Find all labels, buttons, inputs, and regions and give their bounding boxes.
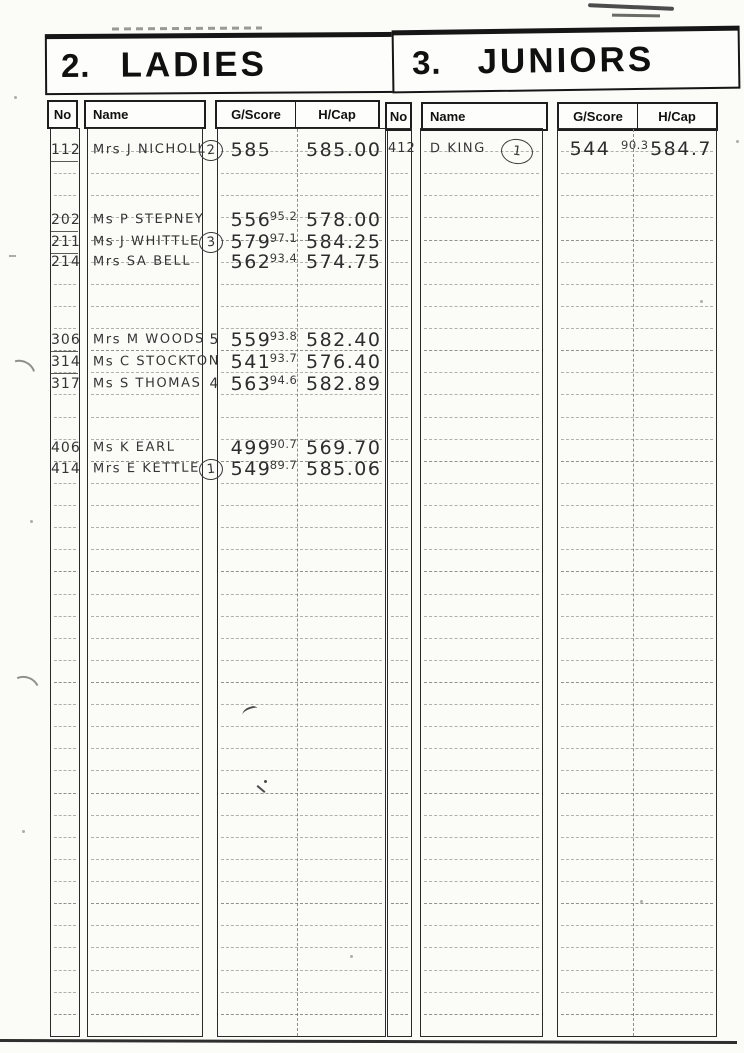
score-row: [0, 458, 744, 480]
row-gscore: 579: [230, 231, 272, 253]
section-title-ladies: [45, 32, 399, 95]
header-hcap: H/Cap: [637, 104, 716, 129]
scan-smudge: [612, 14, 660, 17]
row-hcap: 584.7: [650, 138, 712, 160]
row-rank-circled: 3: [198, 231, 224, 254]
score-row: [0, 437, 744, 459]
row-name: Ms C STOCKTON: [92, 353, 221, 370]
section-title-text: JUNIORS: [477, 39, 655, 82]
row-no: 214: [51, 254, 81, 270]
row-average: 90.7: [269, 437, 298, 451]
row-average: 93.7: [269, 351, 298, 365]
scan-smudge: [588, 3, 674, 11]
row-gscore: 585: [230, 139, 272, 161]
scan-speck: [30, 520, 33, 523]
score-row: [0, 209, 744, 231]
score-row: [0, 351, 744, 373]
row-gscore: 562: [230, 251, 272, 273]
header-no-ladies: [47, 100, 78, 129]
row-gscore: 499: [230, 437, 272, 459]
header-label: No: [389, 109, 408, 124]
header-name-juniors: [421, 102, 548, 131]
header-gscore: G/Score: [231, 107, 281, 122]
row-no: 211: [51, 231, 78, 254]
row-average: 93.4: [269, 251, 298, 265]
row-hcap: 584.25: [306, 231, 382, 253]
header-score-ladies: [215, 100, 380, 129]
row-hcap: 582.89: [306, 373, 382, 395]
row-gscore: 544: [569, 138, 611, 160]
header-no-juniors: [385, 102, 412, 131]
scan-speck: [22, 830, 25, 833]
row-name: Mrs E KETTLE: [92, 460, 200, 477]
row-name: Ms K EARL: [92, 439, 176, 456]
row-average: 90.3: [621, 138, 649, 152]
row-no: 317: [51, 376, 81, 392]
row-rank: 4: [209, 376, 219, 392]
row-no: 414: [51, 461, 81, 477]
row-name: Ms J WHITTLE: [92, 233, 200, 250]
header-hcap: H/Cap: [295, 102, 378, 127]
row-rank-circled: 1: [198, 458, 224, 481]
row-hcap: 582.40: [306, 329, 382, 351]
row-average: 93.8: [269, 329, 298, 343]
row-gscore: 549: [230, 458, 272, 480]
row-name: D KING: [429, 140, 486, 157]
row-hcap: 585.06: [306, 458, 382, 480]
row-rank-circled: 2: [198, 139, 224, 162]
row-no: 112: [51, 139, 78, 162]
header-name-ladies: [84, 100, 206, 129]
scan-speck: [14, 96, 17, 99]
row-name: Mrs SA BELL: [92, 253, 192, 270]
header-label: Name: [93, 107, 129, 122]
row-hcap: 574.75: [306, 251, 382, 273]
row-name: Mrs M WOODS: [92, 331, 206, 348]
scan-smudge: [112, 26, 262, 30]
row-no: 306: [51, 329, 78, 352]
header-score-juniors: [557, 102, 718, 131]
row-gscore: 556: [230, 209, 272, 231]
section-title-juniors: [392, 26, 741, 94]
section-number: 2.: [60, 46, 91, 84]
row-name: Ms S THOMAS: [92, 375, 202, 392]
header-label: Name: [430, 109, 466, 124]
page-bottom-rule: [0, 1039, 737, 1043]
score-row: [0, 373, 744, 395]
score-row: [0, 231, 744, 253]
header-label: No: [53, 107, 72, 122]
row-average: 89.7: [269, 458, 298, 472]
row-hcap: 576.40: [306, 351, 382, 373]
row-gscore: 541: [230, 351, 272, 373]
row-gscore: 563: [230, 373, 272, 395]
section-number: 3.: [411, 43, 442, 82]
row-rank-circled: 1: [499, 137, 534, 166]
section-title-text: LADIES: [120, 44, 268, 85]
score-row: [0, 329, 744, 351]
row-no: 314: [51, 351, 78, 374]
row-no: 412: [388, 141, 416, 156]
hole-punch-mark: [4, 671, 44, 710]
header-gscore: G/Score: [573, 109, 623, 124]
row-gscore: 559: [230, 329, 272, 351]
row-average: 94.6: [269, 373, 298, 387]
row-rank: 5: [209, 332, 219, 348]
row-name: Mrs J NICHOLL: [92, 141, 207, 158]
row-hcap: 569.70: [306, 437, 382, 459]
row-name: Ms P STEPNEY: [92, 211, 205, 228]
score-row: [0, 138, 744, 160]
row-hcap: 578.00: [306, 209, 382, 231]
row-hcap: 585.00: [306, 139, 382, 161]
row-average: 97.1: [269, 231, 298, 245]
row-average: 95.2: [269, 209, 298, 223]
score-row: [0, 251, 744, 273]
row-no: 202: [51, 209, 78, 232]
row-no: 406: [51, 440, 81, 456]
